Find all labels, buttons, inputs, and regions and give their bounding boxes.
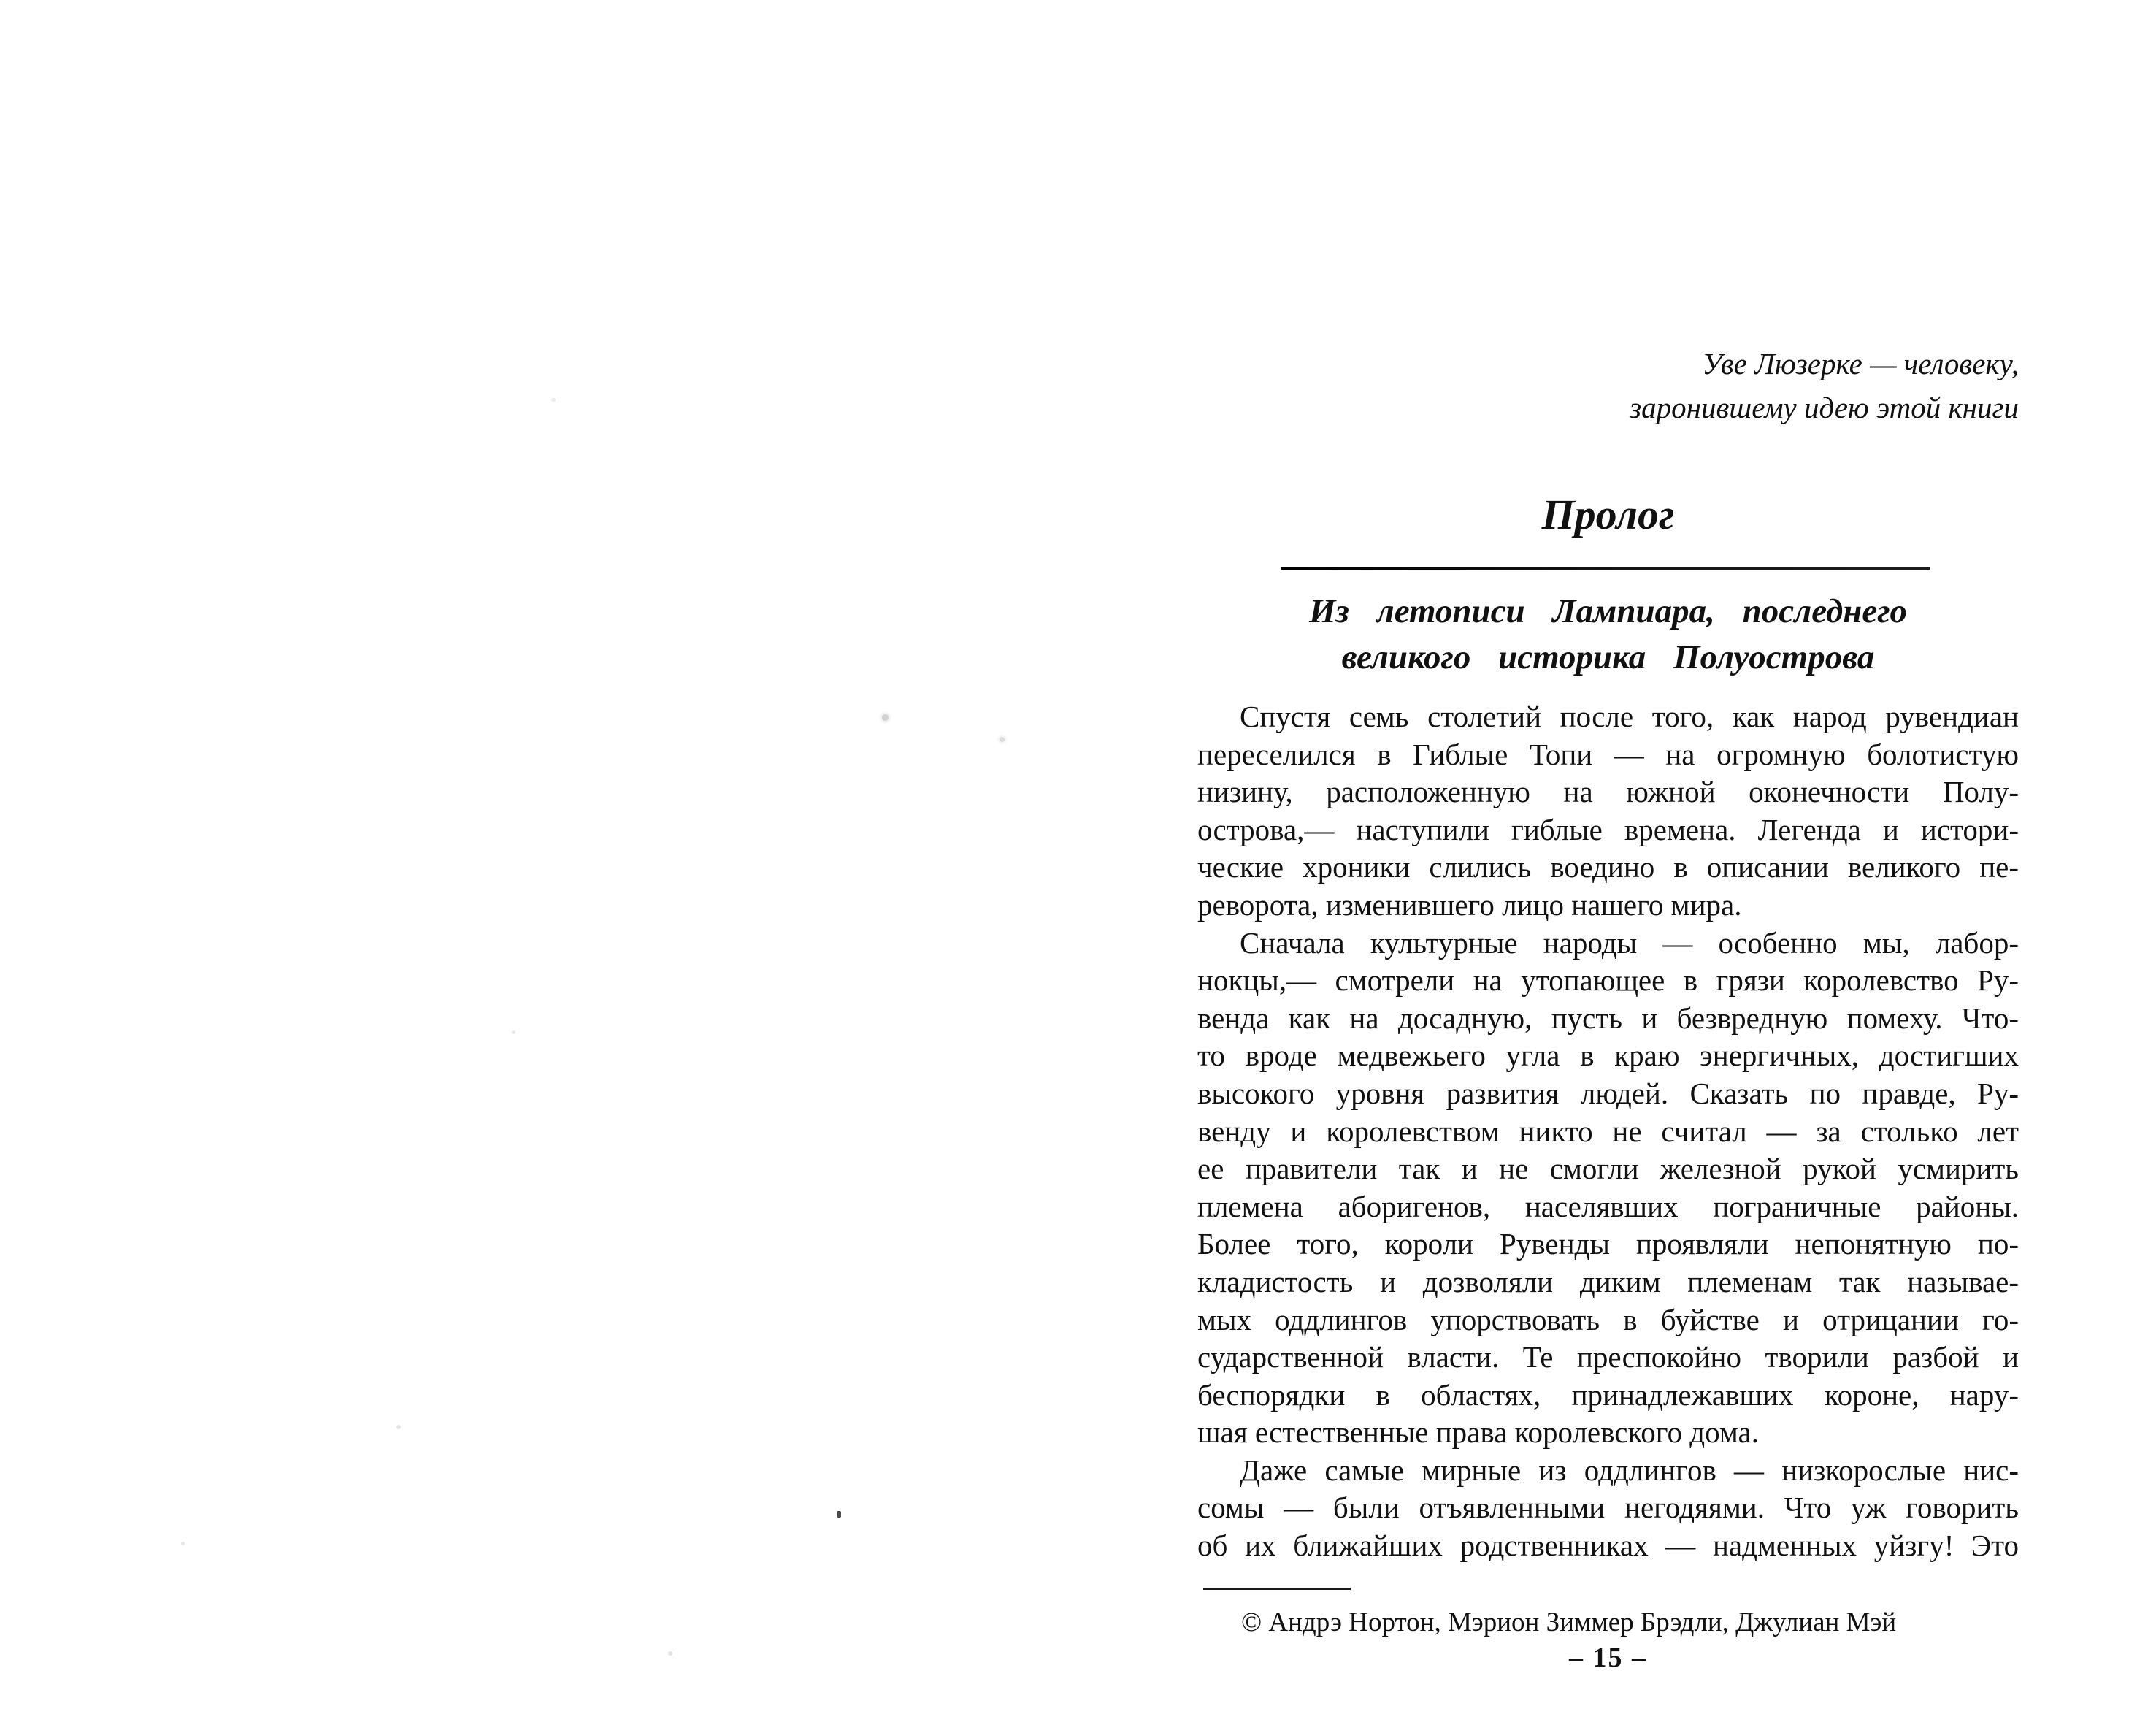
body-line: кладистость и дозволяли диким племенам так называе- <box>1197 1264 2019 1298</box>
scan-speckle <box>551 398 556 402</box>
heading-rule <box>1281 567 1930 570</box>
scan-speckle <box>1000 737 1005 742</box>
scan-speckle <box>396 1425 401 1429</box>
body-line: Спустя семь столетий после того, как народ рувендиан <box>1240 700 2019 733</box>
scan-speckle <box>882 714 889 721</box>
body-line: ческие хроники слились воедино в описании великого пе- <box>1197 850 2019 884</box>
body-line: сомы — были отъявленными негодяями. Что уж говорить <box>1197 1491 2019 1525</box>
scan-speckle <box>512 1030 515 1034</box>
body-line: венда как на досадную, пусть и безвредную помеху. Что- <box>1197 1001 2019 1035</box>
page-number: – 15 – <box>1569 1642 1647 1673</box>
copyright-footnote: © Андрэ Нортон, Мэрион Зиммер Брэдли, Джулиан Мэй <box>1241 1607 1897 1637</box>
body-line: то вроде медвежьего угла в краю энергичных, достигших <box>1197 1039 2019 1073</box>
section-subtitle <box>1197 589 2019 681</box>
chapter-title: Пролог <box>1541 491 1675 538</box>
subtitle-line: Из летописи Лампиара, последнего <box>1308 592 1908 630</box>
footnote-rule <box>1203 1588 1351 1590</box>
body-line: Более того, короли Рувенды проявляли непонятную по- <box>1197 1227 2019 1261</box>
scan-speckle <box>837 1511 841 1518</box>
body-line: венду и королевством никто не считал — за столько лет <box>1197 1114 2019 1148</box>
body-line: сударственной власти. Те преспокойно творили разбой и <box>1197 1340 2019 1374</box>
epigraph-line: Уве Люзерке — человеку, <box>1702 347 2019 380</box>
body-text <box>1197 698 2019 1565</box>
body-line: реворота, изменившего лицо нашего мира. <box>1197 887 1742 922</box>
body-line: нокцы,— смотрели на утопающее в грязи королевство Ру- <box>1197 963 2019 998</box>
body-line: шая естественные права королевского дома. <box>1197 1415 1759 1450</box>
epigraph-line: заронившему идею этой книги <box>1630 391 2019 424</box>
body-line: низину, расположенную на южной оконечности Полу- <box>1197 775 2019 809</box>
body-line: Даже самые мирные из оддлингов — низкорослые нис- <box>1240 1453 2019 1487</box>
body-line: племена аборигенов, населявших пограничные районы. <box>1197 1189 2019 1223</box>
body-line: беспорядки в областях, принадлежавших короне, нару- <box>1197 1377 2019 1412</box>
scan-speckle <box>668 1651 672 1656</box>
body-line: Сначала культурные народы — особенно мы, лабор- <box>1240 925 2019 960</box>
body-line: ее правители так и не смогли железной рукой усмирить <box>1197 1152 2019 1186</box>
body-line: переселился в Гиблые Топи — на огромную болотистую <box>1197 737 2019 771</box>
body-line: острова,— наступили гиблые времена. Легенда и истори- <box>1197 812 2019 846</box>
body-line: высокого уровня развития людей. Сказать по правде, Ру- <box>1197 1076 2019 1110</box>
body-line: мых оддлингов упорствовать в буйстве и отрицании го- <box>1197 1302 2019 1336</box>
body-line: об их ближайших родственниках — надменных уйзгу! Это <box>1197 1529 2019 1563</box>
scan-speckle <box>181 1542 185 1545</box>
subtitle-line: великого историка Полуострова <box>1341 638 1875 676</box>
dedication-epigraph <box>1630 342 2019 429</box>
